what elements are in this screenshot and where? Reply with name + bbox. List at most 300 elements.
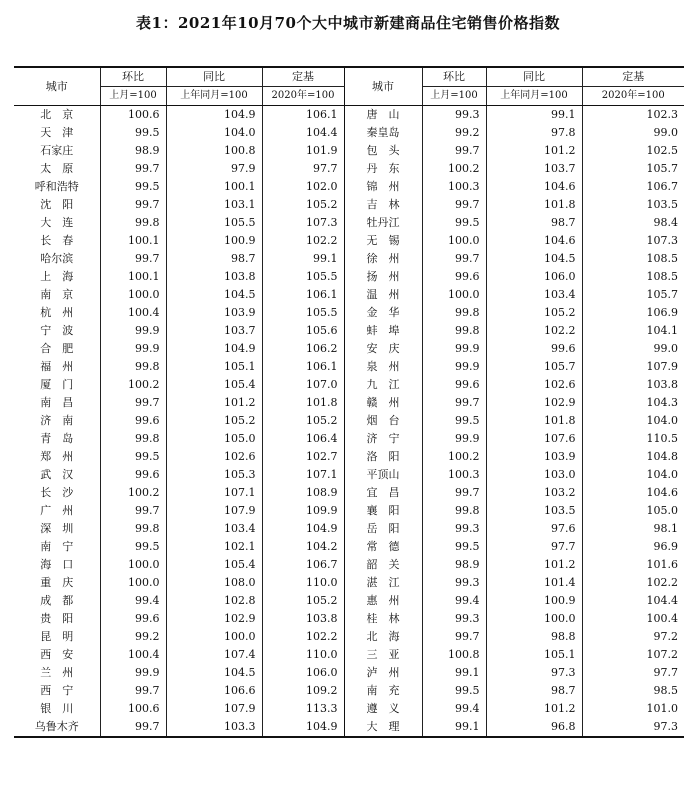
- mom-value-cell: 100.0: [422, 286, 486, 304]
- mom-value-cell: 99.8: [100, 358, 166, 376]
- fixed-value-cell: 102.5: [582, 142, 684, 160]
- fixed-value-cell: 98.1: [582, 520, 684, 538]
- city-name-cell: 南 昌: [40, 396, 74, 409]
- yoy-value-cell: 103.4: [486, 286, 582, 304]
- mom-value-cell: 99.7: [422, 196, 486, 214]
- city-name-cell: 长 沙: [40, 486, 74, 499]
- fixed-value-cell: 107.1: [262, 466, 344, 484]
- fixed-value-cell: 107.0: [262, 376, 344, 394]
- fixed-value-cell: 106.4: [262, 430, 344, 448]
- yoy-value-cell: 105.2: [486, 304, 582, 322]
- fixed-value-cell: 99.0: [582, 340, 684, 358]
- fixed-value-cell: 104.9: [262, 718, 344, 737]
- table-row: [14, 250, 684, 268]
- table-title: 表1：2021年10月70个大中城市新建商品住宅销售价格指数: [136, 14, 560, 32]
- yoy-value-cell: 104.9: [166, 106, 262, 125]
- fixed-value-cell: 110.0: [262, 646, 344, 664]
- city-name-cell: 广 州: [40, 504, 74, 517]
- mom-value-cell: 99.4: [100, 592, 166, 610]
- fixed-value-cell: 101.6: [582, 556, 684, 574]
- header-yoy-left: 同比: [166, 67, 262, 87]
- fixed-value-cell: 102.2: [262, 232, 344, 250]
- fixed-value-cell: 110.5: [582, 430, 684, 448]
- table-row: [14, 502, 684, 520]
- yoy-value-cell: 101.2: [486, 556, 582, 574]
- mom-value-cell: 99.7: [422, 394, 486, 412]
- fixed-value-cell: 104.0: [582, 466, 684, 484]
- yoy-value-cell: 102.6: [486, 376, 582, 394]
- city-name-cell: 洛 阳: [344, 448, 422, 466]
- fixed-value-cell: 106.1: [262, 106, 344, 125]
- city-name-cell: 金 华: [344, 304, 422, 322]
- yoy-value-cell: 98.8: [486, 628, 582, 646]
- city-name-cell: 西 宁: [40, 684, 74, 697]
- header-fixed-base-left: 2020年=100: [262, 87, 344, 106]
- city-name-cell: 厦 门: [40, 378, 74, 391]
- city-name-cell: 吉 林: [344, 196, 422, 214]
- fixed-value-cell: 106.0: [262, 664, 344, 682]
- header-yoy-base-right: 上年同月=100: [486, 87, 582, 106]
- yoy-value-cell: 104.6: [486, 232, 582, 250]
- mom-value-cell: 100.0: [422, 232, 486, 250]
- fixed-value-cell: 97.7: [262, 160, 344, 178]
- fixed-value-cell: 107.3: [262, 214, 344, 232]
- city-name-cell: 湛 江: [344, 574, 422, 592]
- city-name-cell: 三 亚: [344, 646, 422, 664]
- fixed-value-cell: 98.4: [582, 214, 684, 232]
- mom-value-cell: 99.4: [422, 592, 486, 610]
- fixed-value-cell: 103.8: [582, 376, 684, 394]
- header-mom-right: 环比: [422, 67, 486, 87]
- fixed-value-cell: 104.3: [582, 394, 684, 412]
- yoy-value-cell: 104.5: [166, 664, 262, 682]
- mom-value-cell: 100.6: [100, 700, 166, 718]
- mom-value-cell: 98.9: [100, 142, 166, 160]
- mom-value-cell: 99.7: [100, 502, 166, 520]
- fixed-value-cell: 104.9: [262, 520, 344, 538]
- fixed-value-cell: 102.0: [262, 178, 344, 196]
- table-row: [14, 610, 684, 628]
- mom-value-cell: 99.3: [422, 520, 486, 538]
- fixed-value-cell: 104.2: [262, 538, 344, 556]
- city-name-cell: 呼和浩特: [34, 180, 79, 193]
- mom-value-cell: 99.5: [422, 682, 486, 700]
- mom-value-cell: 99.6: [100, 466, 166, 484]
- city-name-cell: 深 圳: [40, 522, 74, 535]
- yoy-value-cell: 104.6: [486, 178, 582, 196]
- mom-value-cell: 99.5: [100, 178, 166, 196]
- table-row: [14, 358, 684, 376]
- table-row: [14, 142, 684, 160]
- fixed-value-cell: 101.0: [582, 700, 684, 718]
- table-row: [14, 286, 684, 304]
- yoy-value-cell: 103.8: [166, 268, 262, 286]
- mom-value-cell: 99.3: [422, 574, 486, 592]
- table-row: [14, 268, 684, 286]
- yoy-value-cell: 100.1: [166, 178, 262, 196]
- city-name-cell: 贵 阳: [40, 612, 74, 625]
- yoy-value-cell: 102.9: [486, 394, 582, 412]
- header-row-top: [14, 67, 684, 87]
- yoy-value-cell: 104.0: [166, 124, 262, 142]
- yoy-value-cell: 106.0: [486, 268, 582, 286]
- yoy-value-cell: 99.6: [486, 340, 582, 358]
- city-name-cell: 北 京: [40, 108, 74, 121]
- yoy-value-cell: 101.8: [486, 196, 582, 214]
- city-name-cell: 遵 义: [344, 700, 422, 718]
- city-name-cell: 徐 州: [344, 250, 422, 268]
- city-name-cell: 合 肥: [40, 342, 74, 355]
- city-name-cell: 银 川: [40, 702, 74, 715]
- yoy-value-cell: 106.6: [166, 682, 262, 700]
- mom-value-cell: 99.8: [422, 502, 486, 520]
- fixed-value-cell: 102.2: [582, 574, 684, 592]
- yoy-value-cell: 105.0: [166, 430, 262, 448]
- city-name-cell: 包 头: [344, 142, 422, 160]
- city-name-cell: 长 春: [40, 234, 74, 247]
- city-name-cell: 宜 昌: [344, 484, 422, 502]
- yoy-value-cell: 101.2: [486, 142, 582, 160]
- table-row: [14, 700, 684, 718]
- yoy-value-cell: 102.2: [486, 322, 582, 340]
- yoy-value-cell: 105.2: [166, 412, 262, 430]
- yoy-value-cell: 105.1: [486, 646, 582, 664]
- yoy-value-cell: 104.5: [486, 250, 582, 268]
- fixed-value-cell: 101.8: [262, 394, 344, 412]
- yoy-value-cell: 107.9: [166, 502, 262, 520]
- yoy-value-cell: 102.1: [166, 538, 262, 556]
- mom-value-cell: 100.6: [100, 106, 166, 125]
- fixed-value-cell: 105.2: [262, 592, 344, 610]
- mom-value-cell: 99.6: [100, 610, 166, 628]
- yoy-value-cell: 96.8: [486, 718, 582, 737]
- city-name-cell: 哈尔滨: [40, 252, 74, 265]
- yoy-value-cell: 97.7: [486, 538, 582, 556]
- yoy-value-cell: 101.8: [486, 412, 582, 430]
- yoy-value-cell: 107.4: [166, 646, 262, 664]
- city-name-cell: 郑 州: [40, 450, 74, 463]
- city-name-cell: 唐 山: [344, 106, 422, 125]
- mom-value-cell: 99.5: [100, 124, 166, 142]
- yoy-value-cell: 103.5: [486, 502, 582, 520]
- mom-value-cell: 99.1: [422, 664, 486, 682]
- yoy-value-cell: 99.1: [486, 106, 582, 125]
- fixed-value-cell: 106.7: [582, 178, 684, 196]
- city-name-cell: 牡丹江: [344, 214, 422, 232]
- table-row: [14, 214, 684, 232]
- fixed-value-cell: 103.8: [262, 610, 344, 628]
- city-name-cell: 南 京: [40, 288, 74, 301]
- fixed-value-cell: 106.9: [582, 304, 684, 322]
- yoy-value-cell: 103.2: [486, 484, 582, 502]
- table-row: [14, 412, 684, 430]
- city-name-cell: 岳 阳: [344, 520, 422, 538]
- city-name-cell: 赣 州: [344, 394, 422, 412]
- fixed-value-cell: 104.6: [582, 484, 684, 502]
- mom-value-cell: 99.9: [100, 340, 166, 358]
- mom-value-cell: 99.8: [422, 304, 486, 322]
- city-name-cell: 丹 东: [344, 160, 422, 178]
- table-row: [14, 304, 684, 322]
- city-name-cell: 温 州: [344, 286, 422, 304]
- yoy-value-cell: 98.7: [486, 682, 582, 700]
- city-name-cell: 济 宁: [344, 430, 422, 448]
- table-row: [14, 322, 684, 340]
- mom-value-cell: 99.9: [422, 358, 486, 376]
- table-row: [14, 106, 684, 125]
- city-name-cell: 锦 州: [344, 178, 422, 196]
- yoy-value-cell: 98.7: [486, 214, 582, 232]
- mom-value-cell: 99.5: [422, 412, 486, 430]
- fixed-value-cell: 108.5: [582, 250, 684, 268]
- table-body: [14, 106, 684, 738]
- fixed-value-cell: 102.7: [262, 448, 344, 466]
- fixed-value-cell: 108.5: [582, 268, 684, 286]
- yoy-value-cell: 98.7: [166, 250, 262, 268]
- table-row: [14, 556, 684, 574]
- yoy-value-cell: 105.1: [166, 358, 262, 376]
- table-row: [14, 376, 684, 394]
- table-row: [14, 646, 684, 664]
- mom-value-cell: 100.1: [100, 268, 166, 286]
- city-name-cell: 九 江: [344, 376, 422, 394]
- city-name-cell: 蚌 埠: [344, 322, 422, 340]
- mom-value-cell: 99.6: [422, 268, 486, 286]
- table-row: [14, 232, 684, 250]
- table-row: [14, 718, 684, 737]
- table-row: [14, 160, 684, 178]
- mom-value-cell: 99.9: [422, 340, 486, 358]
- mom-value-cell: 99.7: [422, 250, 486, 268]
- city-name-cell: 西 安: [40, 648, 74, 661]
- fixed-value-cell: 96.9: [582, 538, 684, 556]
- fixed-value-cell: 103.5: [582, 196, 684, 214]
- yoy-value-cell: 103.3: [166, 718, 262, 737]
- mom-value-cell: 99.8: [100, 520, 166, 538]
- fixed-value-cell: 101.9: [262, 142, 344, 160]
- fixed-value-cell: 106.1: [262, 358, 344, 376]
- city-name-cell: 石家庄: [40, 144, 74, 157]
- fixed-value-cell: 105.7: [582, 160, 684, 178]
- yoy-value-cell: 104.9: [166, 340, 262, 358]
- city-name-cell: 无 锡: [344, 232, 422, 250]
- mom-value-cell: 99.8: [100, 214, 166, 232]
- city-name-cell: 惠 州: [344, 592, 422, 610]
- city-name-cell: 太 原: [40, 162, 74, 175]
- mom-value-cell: 100.8: [422, 646, 486, 664]
- mom-value-cell: 99.5: [422, 214, 486, 232]
- table-row: [14, 538, 684, 556]
- city-name-cell: 重 庆: [40, 576, 74, 589]
- city-name-cell: 大 理: [344, 718, 422, 737]
- yoy-value-cell: 103.0: [486, 466, 582, 484]
- table-row: [14, 466, 684, 484]
- fixed-value-cell: 105.6: [262, 322, 344, 340]
- yoy-value-cell: 103.7: [486, 160, 582, 178]
- fixed-value-cell: 104.1: [582, 322, 684, 340]
- city-name-cell: 宁 波: [40, 324, 74, 337]
- fixed-value-cell: 102.2: [262, 628, 344, 646]
- city-name-cell: 沈 阳: [40, 198, 74, 211]
- mom-value-cell: 99.2: [422, 124, 486, 142]
- mom-value-cell: 99.7: [422, 484, 486, 502]
- table-row: [14, 592, 684, 610]
- mom-value-cell: 99.9: [422, 430, 486, 448]
- yoy-value-cell: 97.8: [486, 124, 582, 142]
- mom-value-cell: 100.2: [100, 376, 166, 394]
- mom-value-cell: 99.5: [100, 448, 166, 466]
- table-row: [14, 682, 684, 700]
- city-name-cell: 福 州: [40, 360, 74, 373]
- mom-value-cell: 99.7: [100, 196, 166, 214]
- yoy-value-cell: 97.3: [486, 664, 582, 682]
- fixed-value-cell: 104.8: [582, 448, 684, 466]
- yoy-value-cell: 101.2: [166, 394, 262, 412]
- mom-value-cell: 100.2: [422, 160, 486, 178]
- fixed-value-cell: 104.4: [262, 124, 344, 142]
- city-name-cell: 济 南: [40, 414, 74, 427]
- mom-value-cell: 99.7: [100, 394, 166, 412]
- city-name-cell: 韶 关: [344, 556, 422, 574]
- fixed-value-cell: 110.0: [262, 574, 344, 592]
- mom-value-cell: 99.8: [422, 322, 486, 340]
- table-row: [14, 340, 684, 358]
- fixed-value-cell: 113.3: [262, 700, 344, 718]
- mom-value-cell: 100.3: [422, 178, 486, 196]
- fixed-value-cell: 99.1: [262, 250, 344, 268]
- fixed-value-cell: 98.5: [582, 682, 684, 700]
- mom-value-cell: 99.8: [100, 430, 166, 448]
- yoy-value-cell: 100.8: [166, 142, 262, 160]
- fixed-value-cell: 106.1: [262, 286, 344, 304]
- fixed-value-cell: 97.2: [582, 628, 684, 646]
- yoy-value-cell: 102.9: [166, 610, 262, 628]
- fixed-value-cell: 100.4: [582, 610, 684, 628]
- mom-value-cell: 99.4: [422, 700, 486, 718]
- yoy-value-cell: 105.4: [166, 556, 262, 574]
- mom-value-cell: 99.2: [100, 628, 166, 646]
- yoy-value-cell: 105.3: [166, 466, 262, 484]
- city-name-cell: 桂 林: [344, 610, 422, 628]
- city-name-cell: 成 都: [40, 594, 74, 607]
- city-name-cell: 秦皇岛: [344, 124, 422, 142]
- yoy-value-cell: 105.5: [166, 214, 262, 232]
- yoy-value-cell: 105.4: [166, 376, 262, 394]
- city-name-cell: 天 津: [40, 126, 74, 139]
- mom-value-cell: 99.1: [422, 718, 486, 737]
- mom-value-cell: 99.5: [100, 538, 166, 556]
- mom-value-cell: 100.1: [100, 232, 166, 250]
- yoy-value-cell: 100.9: [166, 232, 262, 250]
- city-name-cell: 杭 州: [40, 306, 74, 319]
- fixed-value-cell: 107.2: [582, 646, 684, 664]
- header-mom-base-right: 上月=100: [422, 87, 486, 106]
- table-row: [14, 448, 684, 466]
- city-name-cell: 上 海: [40, 270, 74, 283]
- fixed-value-cell: 107.9: [582, 358, 684, 376]
- mom-value-cell: 99.7: [100, 250, 166, 268]
- table-row: [14, 430, 684, 448]
- header-yoy-base-left: 上年同月=100: [166, 87, 262, 106]
- mom-value-cell: 99.7: [422, 628, 486, 646]
- yoy-value-cell: 107.6: [486, 430, 582, 448]
- fixed-value-cell: 99.0: [582, 124, 684, 142]
- table-row: [14, 178, 684, 196]
- city-name-cell: 常 德: [344, 538, 422, 556]
- mom-value-cell: 99.6: [100, 412, 166, 430]
- table-row: [14, 664, 684, 682]
- table-row: [14, 520, 684, 538]
- yoy-value-cell: 101.2: [486, 700, 582, 718]
- mom-value-cell: 99.5: [422, 538, 486, 556]
- fixed-value-cell: 109.2: [262, 682, 344, 700]
- city-name-cell: 安 庆: [344, 340, 422, 358]
- fixed-value-cell: 105.7: [582, 286, 684, 304]
- fixed-value-cell: 97.3: [582, 718, 684, 737]
- table-row: [14, 628, 684, 646]
- fixed-value-cell: 105.5: [262, 304, 344, 322]
- city-name-cell: 武 汉: [40, 468, 74, 481]
- price-index-table: [14, 66, 684, 738]
- mom-value-cell: 100.3: [422, 466, 486, 484]
- fixed-value-cell: 107.3: [582, 232, 684, 250]
- yoy-value-cell: 102.6: [166, 448, 262, 466]
- yoy-value-cell: 100.0: [166, 628, 262, 646]
- city-name-cell: 襄 阳: [344, 502, 422, 520]
- table-row: [14, 484, 684, 502]
- yoy-value-cell: 108.0: [166, 574, 262, 592]
- fixed-value-cell: 104.4: [582, 592, 684, 610]
- table-row: [14, 196, 684, 214]
- city-name-cell: 兰 州: [40, 666, 74, 679]
- header-fixed-base-right: 2020年=100: [582, 87, 684, 106]
- fixed-value-cell: 102.3: [582, 106, 684, 125]
- city-name-cell: 北 海: [344, 628, 422, 646]
- mom-value-cell: 99.7: [100, 682, 166, 700]
- header-city-left: 城市: [14, 67, 100, 106]
- yoy-value-cell: 97.9: [166, 160, 262, 178]
- city-name-cell: 泸 州: [344, 664, 422, 682]
- mom-value-cell: 99.7: [422, 142, 486, 160]
- city-name-cell: 烟 台: [344, 412, 422, 430]
- mom-value-cell: 100.4: [100, 646, 166, 664]
- yoy-value-cell: 104.5: [166, 286, 262, 304]
- mom-value-cell: 99.9: [100, 664, 166, 682]
- fixed-value-cell: 105.2: [262, 196, 344, 214]
- table-row: [14, 394, 684, 412]
- yoy-value-cell: 103.1: [166, 196, 262, 214]
- fixed-value-cell: 108.9: [262, 484, 344, 502]
- city-name-cell: 泉 州: [344, 358, 422, 376]
- mom-value-cell: 100.0: [100, 574, 166, 592]
- mom-value-cell: 100.2: [100, 484, 166, 502]
- city-name-cell: 大 连: [40, 216, 74, 229]
- city-name-cell: 青 岛: [40, 432, 74, 445]
- mom-value-cell: 99.7: [100, 718, 166, 737]
- city-name-cell: 乌鲁木齐: [14, 718, 100, 737]
- mom-value-cell: 99.9: [100, 322, 166, 340]
- header-mom-base-left: 上月=100: [100, 87, 166, 106]
- fixed-value-cell: 105.5: [262, 268, 344, 286]
- mom-value-cell: 99.3: [422, 610, 486, 628]
- yoy-value-cell: 97.6: [486, 520, 582, 538]
- mom-value-cell: 100.0: [100, 286, 166, 304]
- header-fixed-right: 定基: [582, 67, 684, 87]
- header-mom-left: 环比: [100, 67, 166, 87]
- city-name-cell: 南 宁: [40, 540, 74, 553]
- yoy-value-cell: 103.7: [166, 322, 262, 340]
- header-yoy-right: 同比: [486, 67, 582, 87]
